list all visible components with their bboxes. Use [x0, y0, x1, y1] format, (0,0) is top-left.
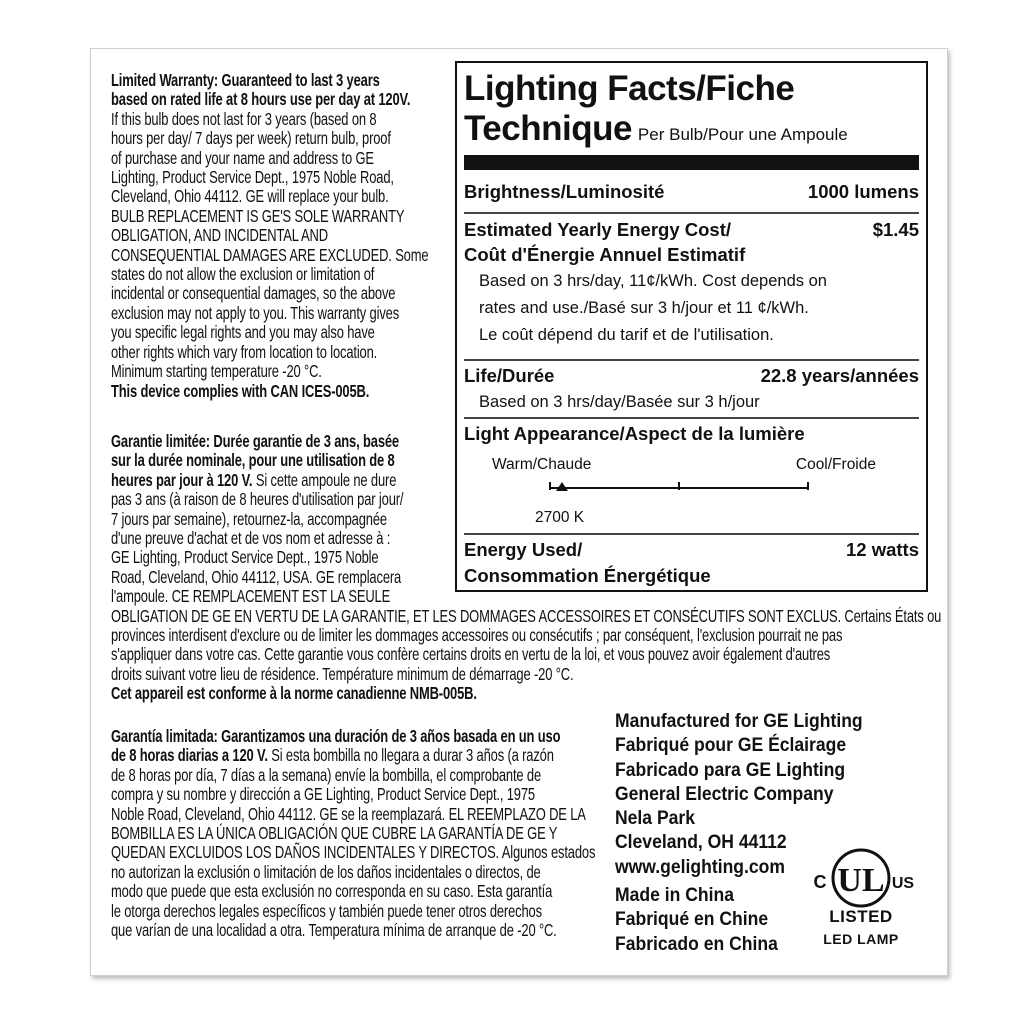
energy-cost-row [464, 219, 919, 349]
energy-cost-label-fr: Coût d'Énergie Annuel Estimatif [464, 244, 746, 265]
label-panel [90, 48, 948, 976]
warranty-heading: based on rated life at 8 hours use per day at 120V. [111, 89, 411, 110]
warranty-line: OBLIGATION, AND INCIDENTAL AND [111, 225, 328, 246]
warranty-line: OBLIGATION DE GE EN VERTU DE LA GARANTIE, ET LES DOMMAGES ACCESSOIRES ET CONSÉCUTIFS SONT EXCLUS. Certains États ou [111, 605, 942, 626]
energy-used-label: Energy Used/ [464, 539, 583, 560]
energy-cost-note: rates and use./Basé sur 3 h/jour et 11 ¢/kWh. [479, 299, 809, 317]
warranty-line: Noble Road, Cleveland, Ohio 44112. GE se la reemplazará. EL REEMPLAZO DE LA [111, 803, 586, 824]
warranty-line: le otorga derechos legales específicos y también puede tener otros derechos [111, 900, 542, 921]
manufacturer-line: Fabricado para GE Lighting [615, 758, 846, 781]
warranty-line: modo que puede que esta exclusión no corresponda en su caso. Esta garantía [111, 881, 553, 902]
manufacturer-line: Nela Park [615, 807, 696, 830]
warranty-line: you specific legal rights and you may also have [111, 322, 375, 343]
life-label: Life/Durée [464, 365, 555, 386]
warranty-line: exclusion may not apply to you. This warranty gives [111, 302, 400, 323]
scale-tick [549, 482, 551, 490]
ul-letters: UL [837, 862, 885, 899]
warranty-text: Si cette ampoule ne dure [252, 469, 397, 490]
origin-line: Fabriqué en Chine [615, 908, 769, 931]
warranty-line: of purchase and your name and address to GE [111, 147, 374, 168]
ul-c: C [813, 872, 827, 892]
energy-used-value: 12 watts [845, 539, 919, 560]
compliance-statement: Cet appareil est conforme à la norme canadienne NMB-005B. [111, 683, 477, 704]
warranty-line: Road, Cleveland, Ohio 44112, USA. GE remplacera [111, 566, 402, 587]
manufacturer-line: General Electric Company [615, 782, 834, 805]
facts-title-line2 [464, 109, 848, 149]
manufacturer-line: Manufactured for GE Lighting [615, 710, 863, 732]
warranty-line: Cleveland, Ohio 44112. GE will replace your bulb. [111, 186, 389, 207]
energy-cost-label: Estimated Yearly Energy Cost/ [464, 219, 731, 240]
ul-us: US [891, 875, 915, 892]
brightness-row [464, 181, 919, 203]
warranty-line: Minimum starting temperature -20 °C. [111, 361, 322, 382]
warranty-line: provinces interdisent d'exclure ou de limiter les dommages accessoires ou consécutifs ; par conséquent, l'exclusion pourrait ne pas [111, 625, 843, 646]
scale-tick [807, 482, 809, 490]
warranty-line: other rights which vary from location to location. [111, 341, 378, 362]
warranty-line: de 8 horas por día, 7 días a la semana) envíe la bombilla, el comprobante de [111, 764, 542, 785]
warranty-spanish [111, 727, 595, 940]
warranty-line: hours per day/ 7 days per week) return bulb, proof [111, 128, 391, 149]
warranty-line: Lighting, Product Service Dept., 1975 Noble Road, [111, 167, 394, 188]
warranty-line: CONSEQUENTIAL DAMAGES ARE EXCLUDED. Some [111, 244, 429, 265]
warranty-english [111, 71, 428, 401]
origin-line: Made in China [615, 884, 734, 906]
warranty-line: droits suivant votre lieu de résidence. Température minimum de démarrage -20 °C. [111, 663, 574, 684]
row-divider [464, 417, 919, 419]
manufacturer-website: www.gelighting.com [615, 855, 785, 878]
warranty-heading: Limited Warranty: Guaranteed to last 3 years [111, 70, 380, 90]
warranty-heading: Garantía limitada: Garantizamos una duración de 3 años basada en un uso [111, 726, 561, 746]
life-note: Based on 3 hrs/day/Basée sur 3 h/jour [479, 393, 760, 411]
warranty-line: BULB REPLACEMENT IS GE'S SOLE WARRANTY [111, 205, 405, 226]
energy-cost-value: $1.45 [872, 219, 919, 240]
appearance-label: Light Appearance/Aspect de la lumière [464, 423, 805, 444]
warranty-line: incidental or consequential damages, so the above [111, 283, 396, 304]
warranty-heading: heures par jour à 120 V. [111, 469, 253, 490]
warranty-line: l'ampoule. CE REMPLACEMENT EST LA SEULE [111, 586, 391, 607]
warm-label: Warm/Chaude [492, 456, 592, 473]
manufacturer-line: Fabriqué pour GE Éclairage [615, 734, 847, 757]
warranty-line: no autorizan la exclusión o limitación de los daños incidentales o directos, de [111, 861, 541, 882]
appearance-row [464, 423, 919, 445]
energy-used-row [464, 539, 919, 587]
scale-tick [678, 482, 680, 490]
life-value: 22.8 years/années [760, 365, 919, 386]
ul-lamp-type: LED LAMP [823, 931, 899, 947]
manufacturer-line: Cleveland, OH 44112 [615, 831, 787, 854]
facts-divider-bar [464, 155, 919, 170]
warranty-heading: Garantie limitée: Durée garantie de 3 ans, basée [111, 431, 399, 451]
row-divider [464, 533, 919, 535]
warranty-text: Si esta bombilla no llegara a durar 3 años (a razón [267, 745, 554, 766]
origin-line: Fabricado en China [615, 932, 778, 955]
cool-label: Cool/Froide [795, 456, 876, 473]
facts-title-word: Technique [464, 109, 632, 148]
warranty-line [111, 746, 595, 765]
warranty-line: pas 3 ans (à raison de 8 heures d'utilisation par jour/ [111, 489, 404, 510]
lighting-facts-box [455, 61, 928, 592]
facts-title: Lighting Facts/Fiche [464, 69, 795, 108]
brightness-label: Brightness/Luminosité [464, 181, 665, 202]
warranty-line: compra y su nombre y dirección a GE Lighting, Product Service Dept., 1975 [111, 784, 535, 805]
color-temp-marker [556, 482, 568, 491]
warranty-heading: sur la durée nominale, pour une utilisation de 8 [111, 450, 395, 471]
warranty-line: If this bulb does not last for 3 years (based on 8 [111, 108, 377, 129]
brightness-value: 1000 lumens [807, 181, 919, 202]
warranty-line: QUEDAN EXCLUIDOS LOS DAÑOS INCIDENTALES Y DIRECTOS. Algunos estados [111, 842, 596, 863]
energy-cost-note: Le coût dépend du tarif et de l'utilisation. [479, 326, 774, 344]
energy-used-label-fr: Consommation Énergétique [464, 565, 711, 586]
warranty-line: states do not allow the exclusion or limitation of [111, 264, 375, 285]
row-divider [464, 359, 919, 361]
compliance-statement: This device complies with CAN ICES-005B. [111, 380, 370, 401]
warranty-line: que varían de una localidad a otra. Temperatura mínima de arranque de -20 °C. [111, 920, 557, 941]
row-divider [464, 212, 919, 214]
facts-subtitle: Per Bulb/Pour une Ampoule [637, 125, 848, 144]
warranty-line: d'une preuve d'achat et de vos nom et adresse à : [111, 528, 391, 549]
origin-block [615, 883, 778, 956]
warranty-heading: de 8 horas diarias a 120 V. [111, 745, 268, 766]
warranty-line: GE Lighting, Product Service Dept., 1975 Noble [111, 547, 379, 568]
energy-cost-note: Based on 3 hrs/day, 11¢/kWh. Cost depends on [479, 272, 827, 290]
warranty-line: BOMBILLA ES LA ÚNICA OBLIGACIÓN QUE CUBRE LA GARANTÍA DE GE Y [111, 823, 558, 844]
life-row [464, 365, 919, 416]
warranty-line: 7 jours par semaine), retournez-la, accompagnée [111, 508, 387, 529]
warranty-line: s'appliquer dans votre cas. Cette garantie vous confère certains droits en vertu de la loi, et vous pouvez avoir également d'autres [111, 644, 831, 665]
ul-listed-text: LISTED [829, 907, 893, 926]
color-temp-value: 2700 K [535, 509, 585, 526]
